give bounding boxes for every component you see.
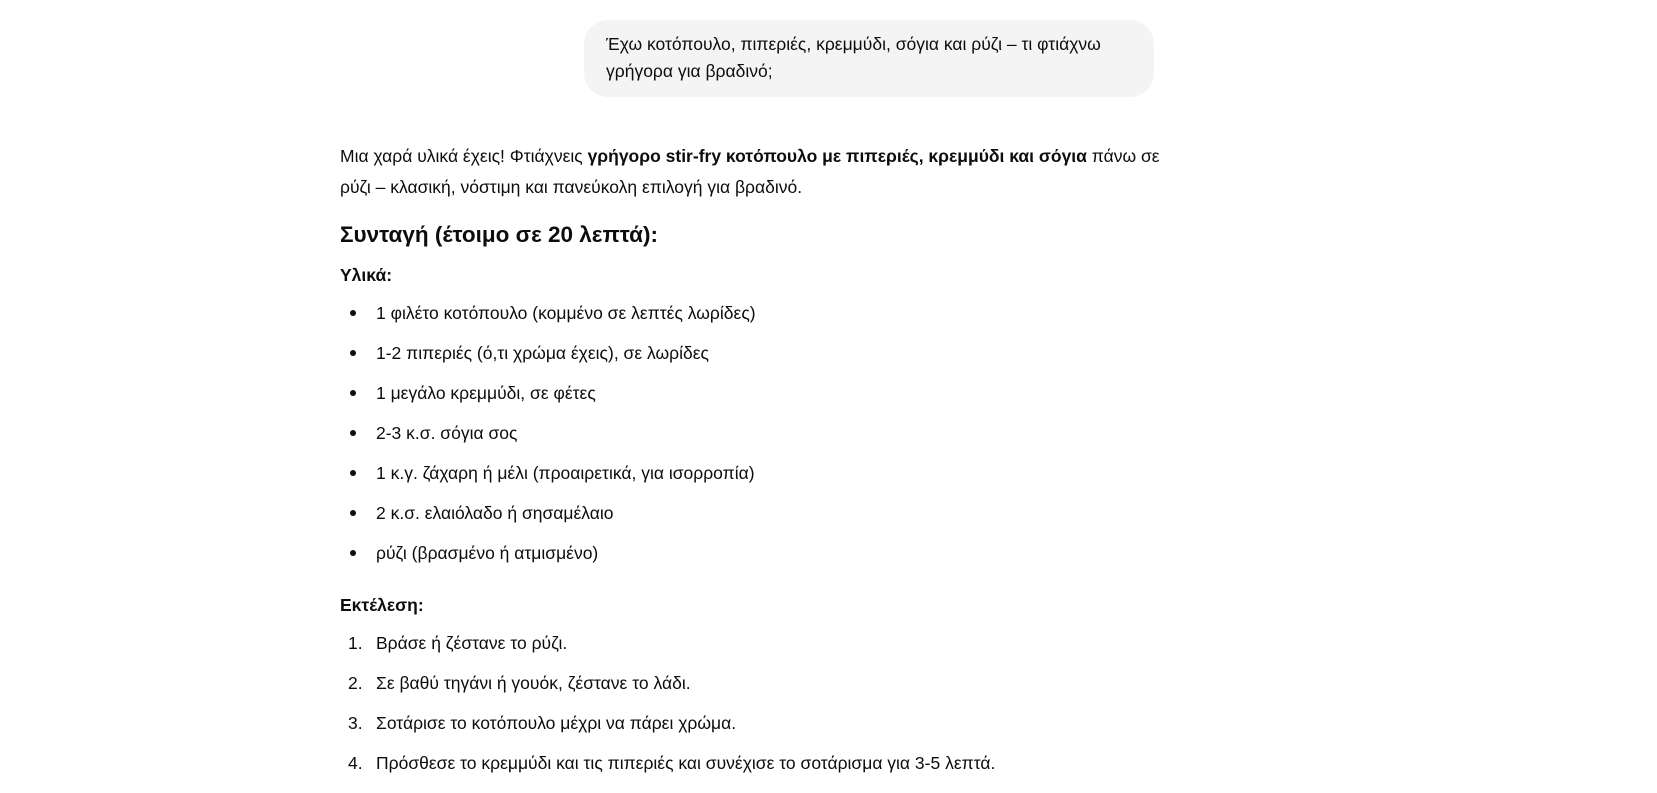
ingredient-text: 2-3 κ.σ. σόγια σος (376, 423, 518, 443)
bullet-icon (350, 470, 356, 476)
list-item (340, 293, 1160, 333)
bullet-icon (350, 550, 356, 556)
intro-bold: γρήγορο stir-fry κοτόπουλο με πιπεριές, κρεμμύδι και σόγια (587, 146, 1087, 166)
list-item (340, 413, 1160, 453)
step-number: 4. (348, 753, 363, 773)
assistant-intro (340, 141, 1160, 203)
list-item (340, 373, 1160, 413)
ingredients-list (340, 293, 1160, 573)
list-item (340, 663, 1160, 703)
bullet-icon (350, 430, 356, 436)
step-number: 1. (348, 633, 363, 653)
step-number: 2. (348, 673, 363, 693)
step-number: 3. (348, 713, 363, 733)
ingredient-text: 1 μεγάλο κρεμμύδι, σε φέτες (376, 383, 596, 403)
step-text: Βράσε ή ζέστανε το ρύζι. (376, 633, 568, 653)
assistant-message (340, 141, 1160, 783)
step-text: Σε βαθύ τηγάνι ή γουόκ, ζέστανε το λάδι. (376, 673, 691, 693)
ingredient-text: ρύζι (βρασμένο ή ατμισμένο) (376, 543, 599, 563)
ingredient-text: 1 φιλέτο κοτόπουλο (κομμένο σε λεπτές λωρίδες) (376, 303, 756, 323)
bullet-icon (350, 510, 356, 516)
list-item (340, 493, 1160, 533)
bullet-icon (350, 350, 356, 356)
user-message-bubble (584, 20, 1154, 97)
list-item (340, 533, 1160, 573)
list-item (340, 703, 1160, 743)
bullet-icon (350, 310, 356, 316)
list-item (340, 623, 1160, 663)
steps-list (340, 623, 1160, 783)
intro-start: Μια χαρά υλικά έχεις! Φτιάχνεις (340, 146, 588, 166)
list-item (340, 333, 1160, 373)
steps-label: Εκτέλεση: (340, 595, 424, 615)
step-text: Σοτάρισε το κοτόπουλο μέχρι να πάρει χρώμα. (376, 713, 737, 733)
ingredient-text: 1 κ.γ. ζάχαρη ή μέλι (προαιρετικά, για ισορροπία) (376, 463, 755, 483)
ingredients-label: Υλικά: (340, 265, 393, 285)
step-text: Πρόσθεσε το κρεμμύδι και τις πιπεριές και συνέχισε το σοτάρισμα για 3-5 λεπτά. (376, 753, 996, 773)
bullet-icon (350, 390, 356, 396)
recipe-title: Συνταγή (έτοιμο σε 20 λεπτά): (340, 222, 658, 247)
ingredient-text: 2 κ.σ. ελαιόλαδο ή σησαμέλαιο (376, 503, 614, 523)
user-message-text: Έχω κοτόπουλο, πιπεριές, κρεμμύδι, σόγια και ρύζι – τι φτιάχνω γρήγορα για βραδινό; (606, 34, 1101, 81)
list-item (340, 743, 1160, 783)
intro-end: πάνω σε ρύζι – κλασική, νόστιμη και πανεύκολη επιλογή για βραδινό. (340, 146, 1160, 197)
ingredient-text: 1-2 πιπεριές (ό,τι χρώμα έχεις), σε λωρίδες (376, 343, 709, 363)
list-item (340, 453, 1160, 493)
